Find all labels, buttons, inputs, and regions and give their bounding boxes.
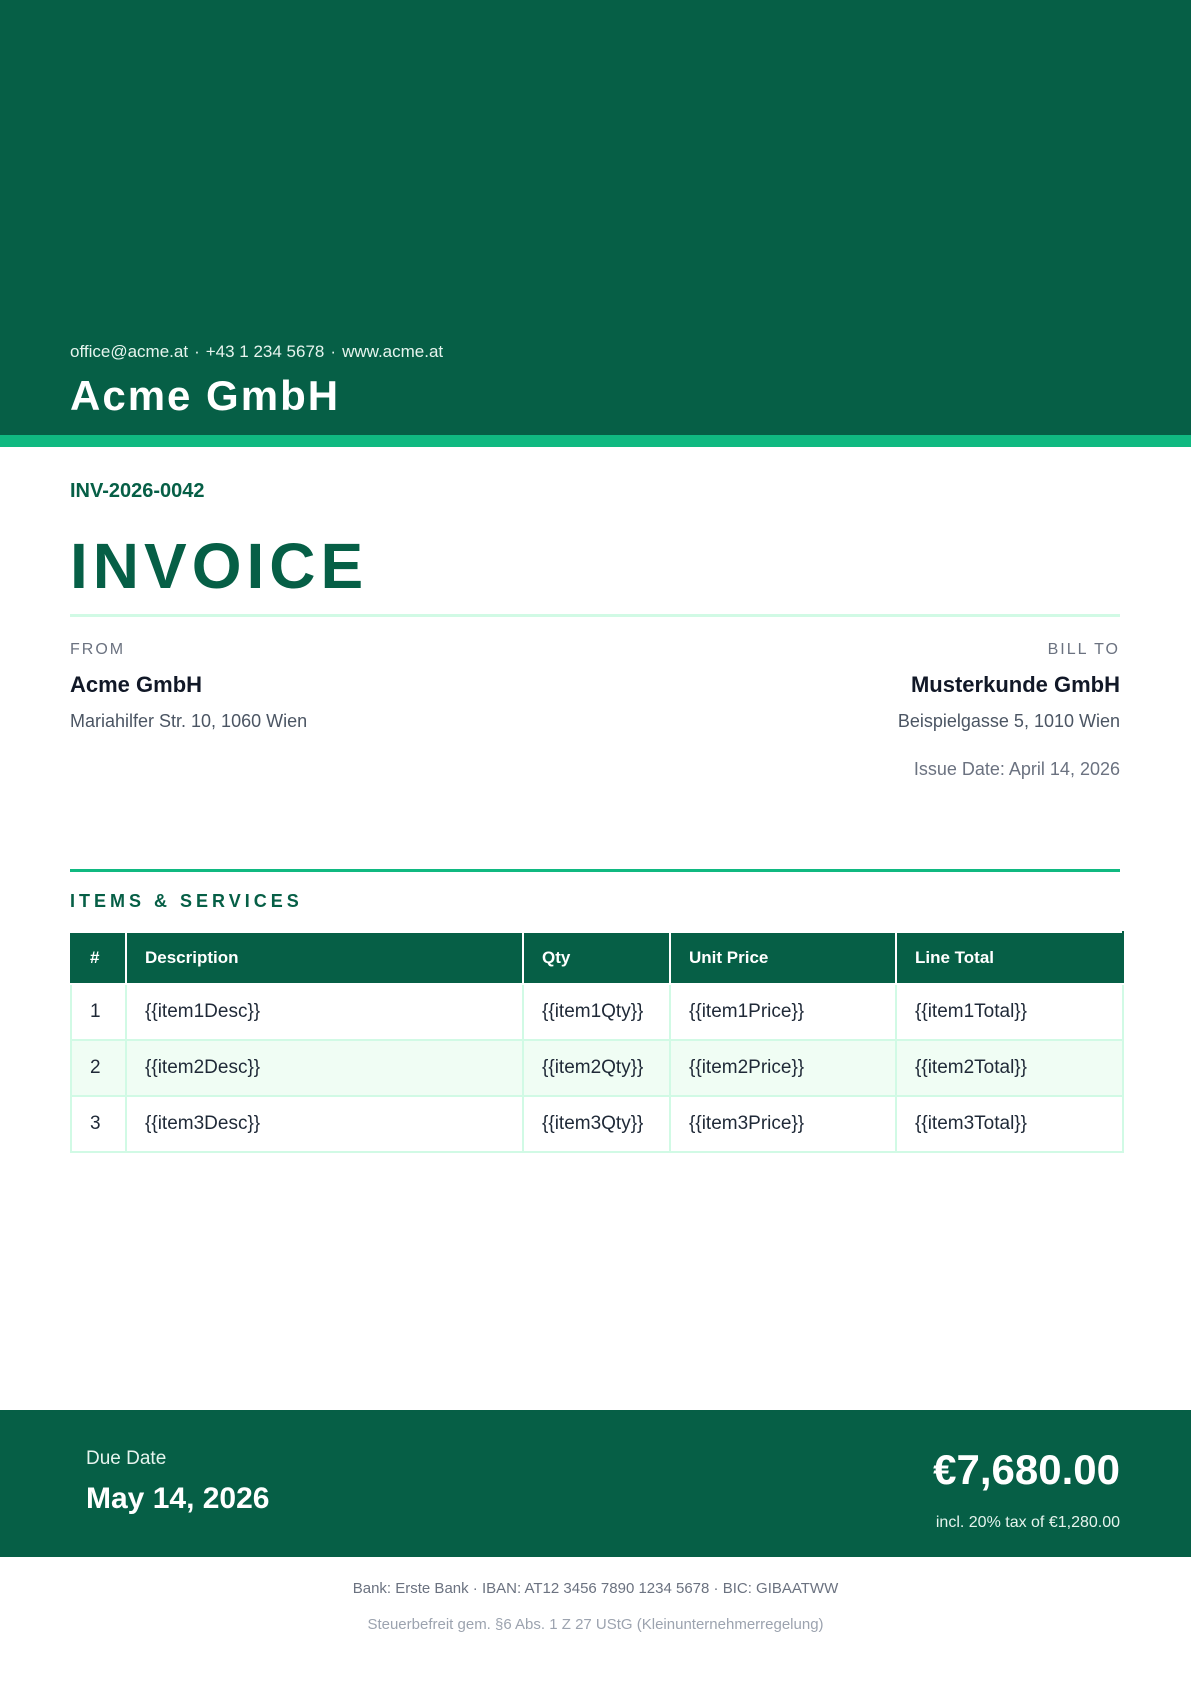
- row-description: {{item1Desc}}: [126, 984, 523, 1040]
- column-header-description: Description: [126, 932, 523, 984]
- separator: ·: [330, 342, 337, 361]
- bank-details: Bank: Erste Bank · IBAN: AT12 3456 7890 1234 5678 · BIC: GIBAATWW: [352, 1580, 839, 1597]
- column-header-unit-price: Unit Price: [670, 932, 896, 984]
- bill-to-block: [640, 640, 1120, 780]
- row-line-total: {{item2Total}}: [896, 1040, 1123, 1096]
- row-qty: {{item3Qty}}: [523, 1096, 670, 1152]
- table-row: [71, 1040, 1123, 1096]
- from-address: Mariahilfer Str. 10, 1060 Wien: [70, 711, 308, 731]
- document-title: INVOICE: [70, 530, 369, 602]
- total-amount: €7,680.00: [933, 1446, 1120, 1493]
- row-qty: {{item2Qty}}: [523, 1040, 670, 1096]
- row-qty: {{item1Qty}}: [523, 984, 670, 1040]
- table-row: [71, 984, 1123, 1040]
- company-website[interactable]: www.acme.at: [342, 342, 444, 361]
- row-description: {{item3Desc}}: [126, 1096, 523, 1152]
- row-number: 3: [71, 1096, 126, 1152]
- header-accent-bar: [0, 435, 1191, 447]
- row-unit-price: {{item2Price}}: [670, 1040, 896, 1096]
- row-unit-price: {{item3Price}}: [670, 1096, 896, 1152]
- company-email[interactable]: office@acme.at: [70, 342, 189, 361]
- row-description: {{item2Desc}}: [126, 1040, 523, 1096]
- invoice-number: INV-2026-0042: [70, 480, 205, 502]
- items-table: [70, 931, 1124, 1153]
- legal-note: Steuerbefreit gem. §6 Abs. 1 Z 27 UStG (Kleinunternehmerregelung): [367, 1616, 824, 1633]
- tax-note: incl. 20% tax of €1,280.00: [935, 1514, 1120, 1531]
- row-number: 2: [71, 1040, 126, 1096]
- row-number: 1: [71, 984, 126, 1040]
- from-name: Acme GmbH: [70, 672, 203, 697]
- summary-bar: [0, 1410, 1191, 1557]
- issue-date: Issue Date: April 14, 2026: [913, 759, 1120, 779]
- table-row: [71, 1096, 1123, 1152]
- column-header-line-total: Line Total: [896, 932, 1123, 984]
- column-header-number: #: [71, 932, 126, 984]
- row-line-total: {{item3Total}}: [896, 1096, 1123, 1152]
- due-date-value: May 14, 2026: [86, 1482, 270, 1515]
- header-banner: [0, 0, 1191, 435]
- company-phone[interactable]: +43 1 234 5678: [205, 342, 325, 361]
- divider: [70, 614, 1120, 617]
- row-unit-price: {{item1Price}}: [670, 984, 896, 1040]
- bill-to-name: Musterkunde GmbH: [910, 672, 1120, 697]
- section-divider: [70, 869, 1120, 872]
- from-label: FROM: [70, 641, 126, 658]
- items-section-title: ITEMS & SERVICES: [70, 891, 303, 911]
- due-date-label: Due Date: [86, 1448, 167, 1469]
- from-block: [70, 640, 550, 732]
- bill-to-address: Beispielgasse 5, 1010 Wien: [897, 711, 1120, 731]
- column-header-qty: Qty: [523, 932, 670, 984]
- separator: ·: [194, 342, 200, 361]
- company-name: Acme GmbH: [70, 372, 341, 419]
- bill-to-label: BILL TO: [1047, 641, 1120, 658]
- table-header-row: [71, 932, 1123, 984]
- row-line-total: {{item1Total}}: [896, 984, 1123, 1040]
- company-contact: [70, 342, 443, 362]
